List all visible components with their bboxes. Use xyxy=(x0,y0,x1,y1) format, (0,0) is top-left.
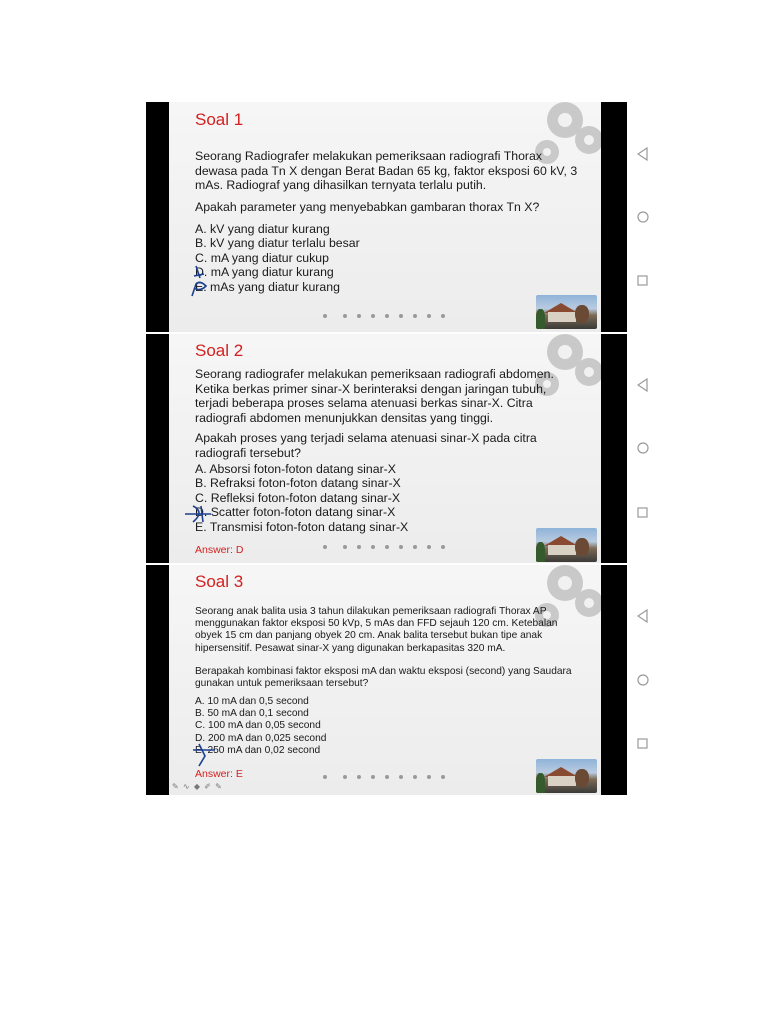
back-triangle-icon[interactable] xyxy=(637,609,649,623)
option-b: B. kV yang diatur terlalu besar xyxy=(195,236,360,251)
question-prompt: Apakah proses yang terjadi selama atenuasi sinar-X pada citra radiografi tersebut? xyxy=(195,431,537,460)
options-list xyxy=(195,222,360,294)
option-a: A. 10 mA dan 0,5 second xyxy=(195,696,309,707)
slide-title: Soal 2 xyxy=(195,341,244,360)
webcam-thumbnail xyxy=(536,295,597,329)
slide-pagination-dots[interactable] xyxy=(323,545,445,549)
options-list xyxy=(195,462,408,534)
recents-square-icon[interactable] xyxy=(637,738,648,749)
annotation-toolbar[interactable]: ✎ ∿ ◆ ✐ ✎ xyxy=(172,782,223,791)
option-a: A. kV yang diatur kurang xyxy=(195,222,330,236)
slide-pagination-dots[interactable] xyxy=(323,775,445,779)
webcam-thumbnail xyxy=(536,528,597,562)
webcam-thumbnail xyxy=(536,759,597,793)
option-c: C. Refleksi foton-foton datang sinar-X xyxy=(195,490,401,505)
option-d: D. 200 mA dan 0,025 second xyxy=(195,732,327,744)
option-d: D. Scatter foton-foton datang sinar-X xyxy=(195,505,396,520)
question-text: Seorang Radiografer melakukan pemeriksaan radiografi Thorax dewasa pada Tn X dengan Berat Badan 65 kg, faktor eksposi 60 kV, 3 mAs. Radiograf yang dihasilkan ternyata terlalu putih. xyxy=(195,149,578,193)
slide-panel-2 xyxy=(146,334,627,563)
option-e: E. 250 mA dan 0,02 second xyxy=(195,744,321,756)
option-e: E. Transmisi foton-foton datang sinar-X xyxy=(195,519,409,534)
slide-panel-1 xyxy=(146,102,627,332)
back-triangle-icon[interactable] xyxy=(637,147,649,161)
home-circle-icon[interactable] xyxy=(637,442,649,454)
question-text: Seorang anak balita usia 3 tahun dilakukan pemeriksaan radiografi Thorax AP menggunakan faktor eksposi 50 kVp, 5 mAs dan FFD sejauh 120 cm. Ketebalan obyek 15 cm dan panjang obyek 20 cm. Anak balita tersebut bukan tipe anak hipersensitif. Pesawat sinar-X yang digunakan berkapasitas 320 mA. xyxy=(195,606,558,654)
option-c: C. mA yang diatur cukup xyxy=(195,250,329,265)
question-prompt: Apakah parameter yang menyebabkan gambaran thorax Tn X? xyxy=(195,200,540,214)
answer-label: Answer: E xyxy=(195,768,243,780)
option-d: D. mA yang diatur kurang xyxy=(195,265,334,280)
slide-title: Soal 3 xyxy=(195,572,244,591)
slide-3 xyxy=(169,565,601,795)
option-e: E. mAs yang diatur kurang xyxy=(195,279,340,294)
slide-panel-3 xyxy=(146,565,627,795)
slide-pagination-dots[interactable] xyxy=(323,314,445,318)
slide-2 xyxy=(169,334,601,563)
option-c: C. 100 mA dan 0,05 second xyxy=(195,720,321,732)
question-text: Seorang radiografer melakukan pemeriksaan radiografi abdomen. Ketika berkas primer sinar-X berinteraksi dengan jaringan tubuh, terjadi beberapa proses selama atenuasi berkas sinar-X. Citra radiografi abdomen menunjukkan densitas yang tinggi. xyxy=(195,367,554,425)
option-a: A. Absorsi foton-foton datang sinar-X xyxy=(195,462,396,476)
recents-square-icon[interactable] xyxy=(637,507,648,518)
back-triangle-icon[interactable] xyxy=(637,378,649,392)
options-list xyxy=(195,696,326,757)
answer-label: Answer: D xyxy=(195,544,244,556)
home-circle-icon[interactable] xyxy=(637,211,649,223)
home-circle-icon[interactable] xyxy=(637,674,649,686)
option-b: B. 50 mA dan 0,1 second xyxy=(195,708,309,720)
recents-square-icon[interactable] xyxy=(637,275,648,286)
slide-1 xyxy=(169,102,601,332)
question-prompt: Berapakah kombinasi faktor eksposi mA dan waktu eksposi (second) yang Saudara gunakan untuk pemeriksaan tersebut? xyxy=(195,666,572,690)
slide-title: Soal 1 xyxy=(195,110,244,129)
option-b: B. Refraksi foton-foton datang sinar-X xyxy=(195,476,401,491)
